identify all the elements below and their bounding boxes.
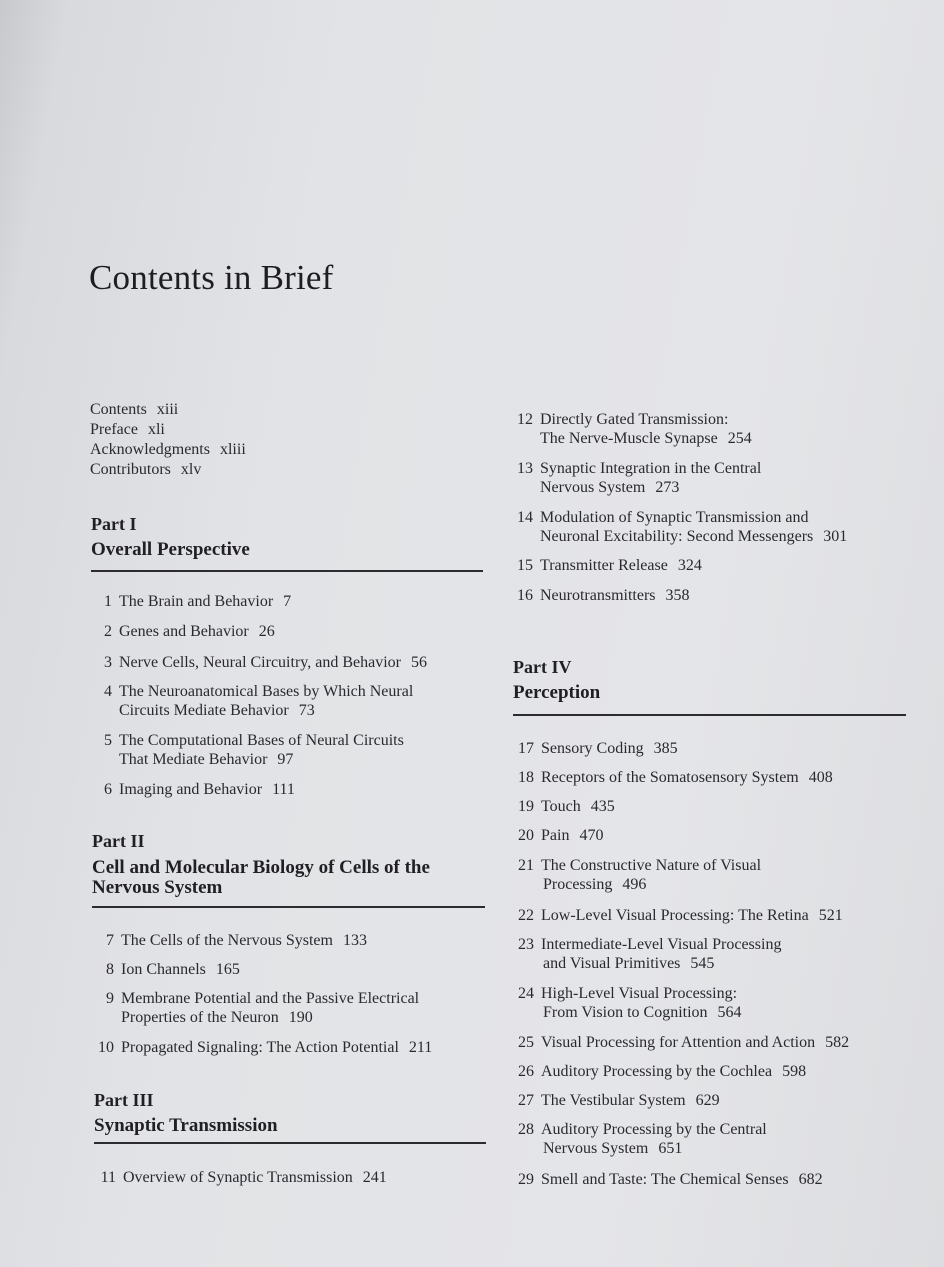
section-divider [513, 714, 906, 716]
chapter-entry[interactable]: 19 Touch 435 [518, 798, 615, 815]
chapter-entry[interactable]: 16 Neurotransmitters 358 [517, 587, 690, 604]
chapter-entry[interactable]: 28 Auditory Processing by the Central Nervous System 651 [518, 1121, 767, 1157]
chapter-entry[interactable]: 24 High-Level Visual Processing: From Vision to Cognition 564 [518, 985, 742, 1021]
chapter-entry[interactable]: 10 Propagated Signaling: The Action Potential 211 [98, 1039, 433, 1056]
front-matter-item[interactable]: Contributors xlv [90, 461, 202, 478]
part-heading: Part III Synaptic Transmission [94, 1090, 278, 1136]
chapter-entry[interactable]: 11 Overview of Synaptic Transmission 241 [100, 1169, 387, 1186]
chapter-entry[interactable]: 29 Smell and Taste: The Chemical Senses 682 [518, 1171, 823, 1188]
chapter-entry[interactable]: 22 Low-Level Visual Processing: The Retina 521 [518, 907, 843, 924]
chapter-entry[interactable]: 27 The Vestibular System 629 [518, 1092, 720, 1109]
front-matter-list [90, 400, 246, 480]
chapter-entry[interactable]: 12 Directly Gated Transmission: The Nerve-Muscle Synapse 254 [517, 411, 752, 447]
chapter-entry[interactable]: 7 The Cells of the Nervous System 133 [106, 932, 367, 949]
chapter-entry[interactable]: 23 Intermediate-Level Visual Processing and Visual Primitives 545 [518, 936, 782, 972]
chapter-entry[interactable]: 26 Auditory Processing by the Cochlea 598 [518, 1063, 807, 1080]
chapter-entry[interactable]: 8 Ion Channels 165 [106, 961, 240, 978]
section-divider [94, 1142, 486, 1144]
section-divider [92, 906, 485, 908]
part-heading: Part II Cell and Molecular Biology of Cells of the Nervous System [92, 831, 430, 898]
chapter-entry[interactable]: 1 The Brain and Behavior 7 [104, 593, 292, 610]
part-heading: Part I Overall Perspective [91, 514, 250, 560]
front-matter-item[interactable]: Contents xiii [90, 401, 179, 418]
chapter-entry[interactable]: 17 Sensory Coding 385 [518, 740, 678, 757]
chapter-entry[interactable]: 6 Imaging and Behavior 111 [104, 781, 295, 798]
chapter-entry[interactable]: 20 Pain 470 [518, 827, 604, 844]
chapter-entry[interactable]: 9 Membrane Potential and the Passive Electrical Properties of the Neuron 190 [106, 990, 420, 1026]
chapter-entry[interactable]: 21 The Constructive Nature of Visual Processing 496 [518, 857, 762, 893]
chapter-entry[interactable]: 3 Nerve Cells, Neural Circuitry, and Behavior 56 [104, 654, 427, 671]
front-matter-item[interactable]: Preface xli [90, 421, 165, 438]
page-title: Contents in Brief [89, 258, 334, 297]
front-matter-item[interactable]: Acknowledgments xliii [90, 441, 246, 458]
chapter-entry[interactable]: 4 The Neuroanatomical Bases by Which Neural Circuits Mediate Behavior 73 [104, 683, 414, 719]
chapter-entry[interactable]: 5 The Computational Bases of Neural Circuits That Mediate Behavior 97 [104, 732, 404, 768]
section-divider [91, 570, 483, 572]
chapter-entry[interactable]: 15 Transmitter Release 324 [517, 557, 702, 574]
chapter-entry[interactable]: 25 Visual Processing for Attention and Action 582 [518, 1034, 850, 1051]
chapter-entry[interactable]: 13 Synaptic Integration in the Central Nervous System 273 [517, 460, 762, 496]
chapter-entry[interactable]: 2 Genes and Behavior 26 [104, 623, 275, 640]
part-heading: Part IV Perception [513, 657, 601, 703]
chapter-entry[interactable]: 14 Modulation of Synaptic Transmission and Neuronal Excitability: Second Messengers 301 [517, 509, 848, 545]
chapter-entry[interactable]: 18 Receptors of the Somatosensory System 408 [518, 769, 833, 786]
